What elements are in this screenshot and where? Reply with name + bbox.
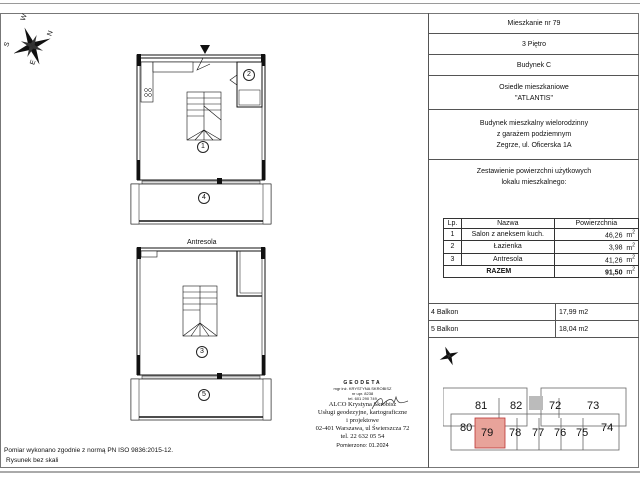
table-row (444, 253, 639, 265)
balcony-row (429, 304, 639, 321)
geodeta-name: mgr inż. KRYSTYNA SKROBISZ (333, 386, 392, 391)
balcony-label: 5 Balkon (429, 321, 556, 337)
area-table (443, 218, 639, 278)
summary-line-2: lokalu mieszkalnego: (501, 179, 567, 186)
bottom-border-line (0, 471, 640, 473)
summary-line-1: Zestawienie powierzchni użytkowych (476, 168, 592, 175)
compass-w-label: W (19, 13, 29, 22)
description-line-2: z garażem podziemnym (496, 131, 572, 138)
unit-82: 82 (510, 400, 523, 412)
building-label: Budynek C (516, 61, 552, 69)
building-key-plan (443, 386, 629, 456)
mezzanine-label: Antresola (187, 239, 217, 246)
row-lp: 1 (444, 229, 462, 241)
col-header-area: Powierzchnia (554, 219, 638, 229)
company-address: 02-401 Warszawa, ul Świerszcza 72 (315, 425, 410, 432)
row-area: 46,26 $m^2$ (554, 229, 638, 241)
key-plan-section (429, 338, 639, 458)
room-number-3: 3 (196, 346, 208, 358)
area-summary-cell (429, 160, 639, 304)
geodeta-phone: tel. 601 290 749 (348, 396, 377, 401)
measured-date: Pomierzono: 01.2024 (336, 443, 389, 449)
scale-note: Rysunek bez skali (6, 457, 59, 464)
col-header-lp: Lp. (444, 219, 462, 229)
geodeta-title: GEODETA (343, 380, 382, 386)
table-total-row (444, 265, 639, 277)
surveyor-stamp (300, 380, 425, 449)
company-phone: tel. 22 632 05 54 (340, 433, 385, 440)
room-number-4: 4 (198, 192, 210, 204)
signature-icon (370, 393, 410, 413)
unit-81: 81 (475, 400, 488, 412)
row-name: Łazienka (461, 241, 554, 253)
unit-77: 77 (532, 427, 545, 439)
estate-line-2: "ATLANTIS" (515, 94, 553, 102)
unit-80: 80 (460, 422, 473, 434)
balcony-area: 17,99 m2 (559, 309, 589, 316)
compass-n-label: N (46, 29, 55, 38)
top-border-line (0, 3, 640, 4)
table-row (444, 241, 639, 253)
estate-cell (429, 76, 639, 110)
apartment-number: Mieszkanie nr 79 (507, 20, 561, 27)
company-name: ALCO Krystyna Skrobisz (328, 401, 397, 408)
title-block (429, 14, 639, 458)
compass-s-label: S (3, 41, 12, 48)
compass-e-label: E (29, 59, 38, 66)
total-area: 91,50 $m^2$ (554, 265, 638, 277)
row-lp: 2 (444, 241, 462, 253)
floor-cell (429, 34, 639, 55)
company-services-2: i projektowe (346, 417, 379, 424)
room-number-5: 5 (198, 389, 210, 401)
unit-73: 73 (587, 400, 600, 412)
row-area: 41,26 $m^2$ (554, 253, 638, 265)
building-cell (429, 55, 639, 76)
unit-78: 78 (509, 427, 522, 439)
apartment-cell (429, 14, 639, 34)
balcony-label: 4 Balkon (429, 304, 556, 320)
table-row (444, 229, 639, 241)
unit-74: 74 (601, 422, 614, 434)
norm-note: Pomiar wykonano zgodnie z normą PN ISO 9836:2015-12. (4, 447, 174, 454)
description-cell (429, 110, 639, 160)
row-lp: 3 (444, 253, 462, 265)
row-name: Antresola (461, 253, 554, 265)
unit-76: 76 (554, 427, 567, 439)
col-header-name: Nazwa (461, 219, 554, 229)
geodeta-license: nr upr. 8238 (351, 391, 374, 396)
table-header-row (444, 219, 639, 229)
row-name: Salon z aneksem kuch. (461, 229, 554, 241)
unit-72: 72 (549, 400, 562, 412)
estate-line-1: Osiedle mieszkaniowe (499, 83, 569, 91)
company-services: Usługi geodezyjne, kartograficzne (317, 409, 408, 416)
unit-79-highlighted: 79 (481, 427, 494, 439)
floor-label: 3 Piętro (521, 40, 547, 48)
room-number-2: 2 (243, 69, 255, 81)
unit-75: 75 (576, 427, 589, 439)
description-line-3: Zegrze, ul. Oficerska 1A (496, 142, 572, 149)
balcony-area: 18,04 m2 (559, 326, 589, 333)
total-label: RAZEM (444, 265, 555, 277)
small-compass-icon (437, 344, 461, 368)
balcony-row (429, 321, 639, 338)
room-number-1: 1 (197, 141, 209, 153)
description-line-1: Budynek mieszkalny wielorodzinny (479, 120, 589, 127)
row-area: 3,98 $m^2$ (554, 241, 638, 253)
